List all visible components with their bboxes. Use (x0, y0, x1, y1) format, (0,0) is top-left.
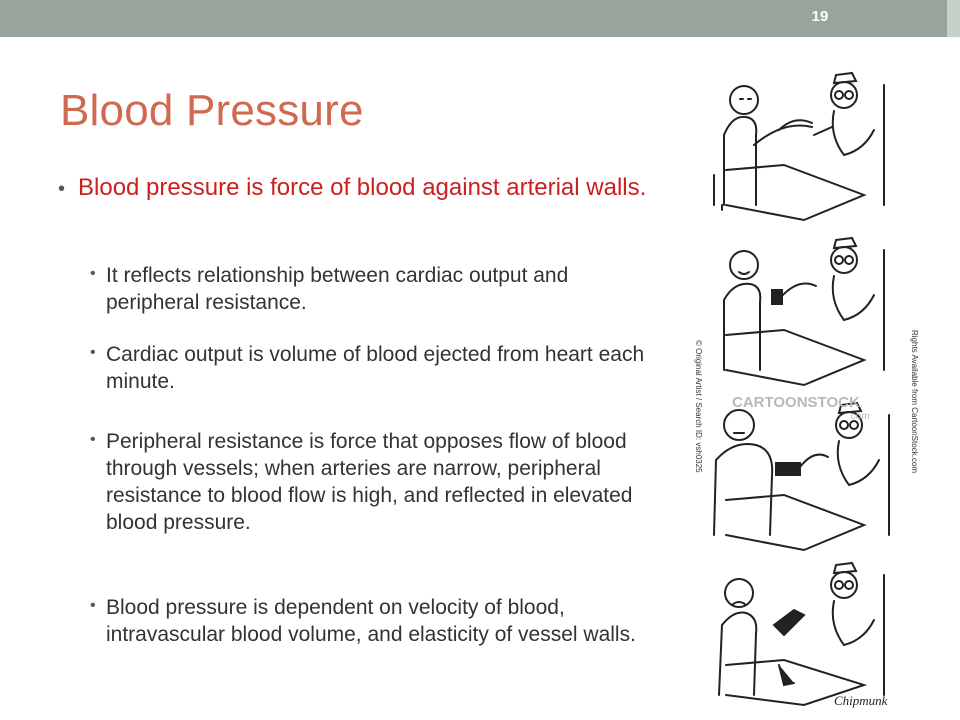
cartoon-panel-1 (714, 73, 884, 220)
bullet-dot: • (90, 344, 96, 361)
right-credit-text: Rights Available from CartoonStock.com (910, 330, 919, 474)
bullet-dot: • (90, 265, 96, 282)
sub-bullet-text: Cardiac output is volume of blood ejected from heart each minute. (106, 343, 645, 393)
watermark-text: CARTOONSTOCK (732, 394, 860, 411)
bullet-dot: • (58, 178, 66, 200)
main-bullet (58, 172, 658, 204)
main-bullet-text: Blood pressure is force of blood against arterial walls. (78, 174, 647, 201)
sub-bullet-text: Peripheral resistance is force that opposes flow of blood through vessels; when arteries are narrow, peripheral resistance to blood flow is high, and reflected in elevated blood pressure. (106, 430, 633, 534)
signature-text: Chipmunk (834, 693, 888, 708)
sub-bullet-text: Blood pressure is dependent on velocity of blood, intravascular blood volume, and elasticity of vessel walls. (106, 596, 636, 646)
bullet-dot: • (90, 431, 96, 448)
bullet-dot: • (90, 597, 96, 614)
sub-bullet (90, 262, 650, 316)
slide-title: Blood Pressure (60, 86, 364, 135)
left-credit-text: © Original Artist / Search ID: vsh0325 (694, 340, 703, 473)
cartoon-panel-4 (719, 563, 884, 705)
cartoon-panel-2 (724, 238, 884, 385)
slide-number: 19 (811, 8, 829, 25)
sub-bullet-text: It reflects relationship between cardiac output and peripheral resistance. (106, 264, 569, 314)
sub-bullet (90, 428, 650, 536)
cartoon-panel-3 (714, 403, 889, 550)
sub-bullet (90, 341, 650, 395)
top-bar-edge (947, 0, 960, 37)
sub-bullet (90, 594, 650, 648)
cartoon-image (684, 55, 920, 715)
watermark-suffix: .com (848, 411, 870, 422)
